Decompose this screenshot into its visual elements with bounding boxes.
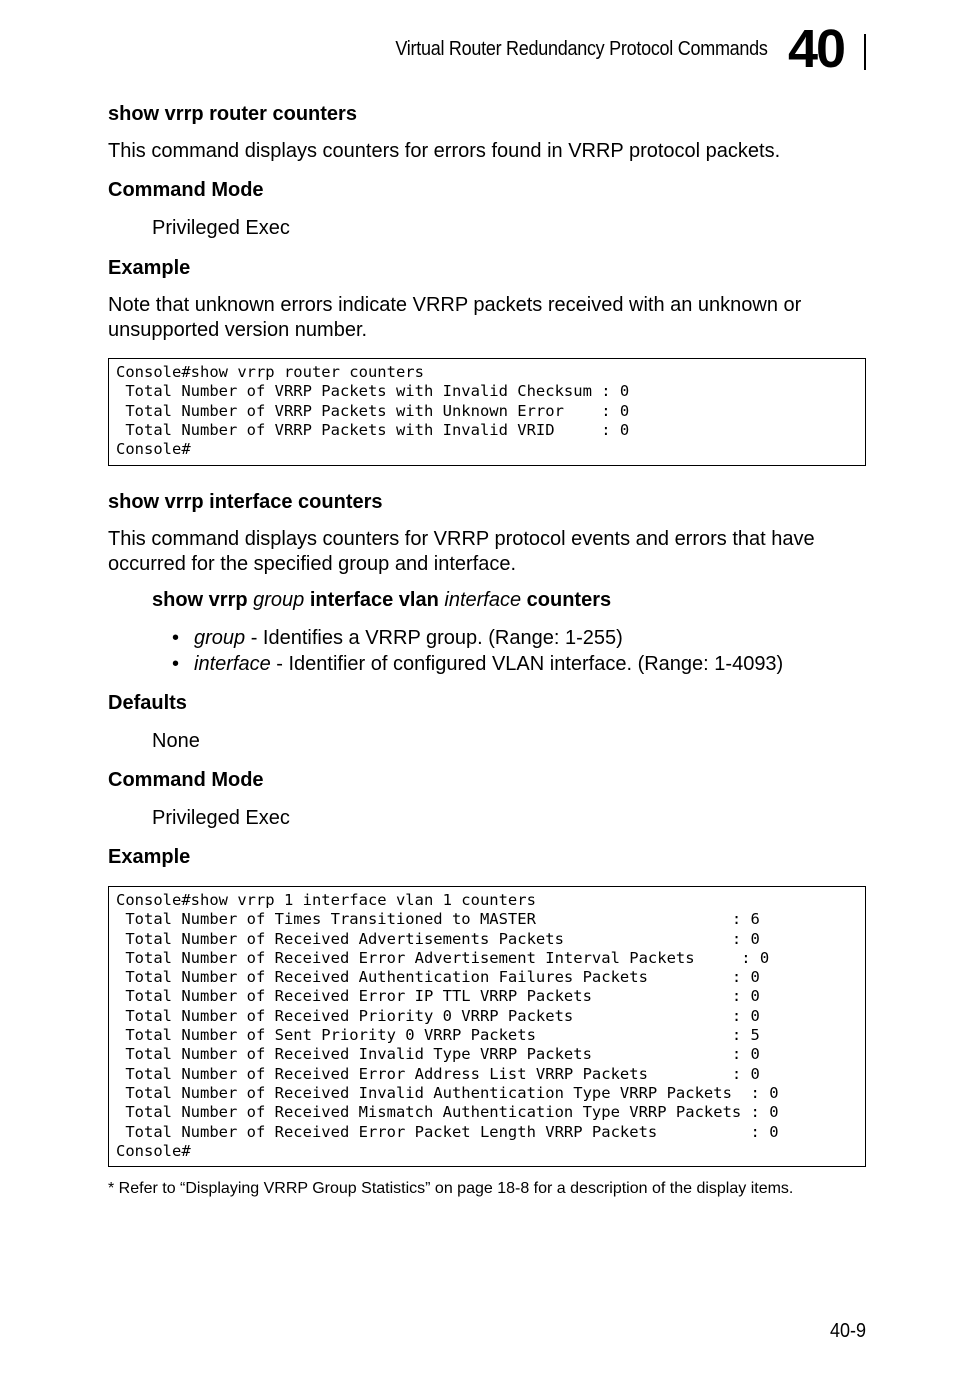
section2-title: show vrrp interface counters (108, 491, 383, 513)
list-item (172, 651, 783, 677)
code-line: Console#show vrrp 1 interface vlan 1 counters (116, 891, 536, 909)
syntax-keyword: show vrrp (152, 589, 248, 611)
code-line: Total Number of Received Invalid Type VRRP Packets : 0 (116, 1045, 760, 1064)
code-line: Total Number of Received Error IP TTL VRRP Packets : 0 (116, 987, 760, 1006)
section1-example-heading: Example (108, 257, 191, 279)
syntax-param: interface (444, 589, 522, 611)
section2-code-block (108, 886, 866, 1167)
code-line: Console# (116, 440, 191, 459)
page-number: 40-9 (829, 1320, 866, 1342)
bullet-icon: • (172, 627, 180, 649)
code-line: Total Number of Times Transitioned to MASTER : 6 (116, 910, 760, 929)
section1-note-line2: unsupported version number. (108, 319, 368, 341)
code-line: Total Number of Received Invalid Authentication Type VRRP Packets : 0 (116, 1083, 779, 1102)
section1-note-line1: Note that unknown errors indicate VRRP packets received with an unknown or (108, 294, 802, 316)
code-line: Console#show vrrp router counters (116, 363, 424, 381)
defaults-heading: Defaults (108, 692, 187, 714)
section1-command-mode-heading: Command Mode (108, 179, 264, 201)
code-line: Total Number of Sent Priority 0 VRRP Packets : 5 (116, 1026, 760, 1045)
param-name: interface (194, 653, 271, 675)
code-line: Total Number of Received Error Packet Length VRRP Packets : 0 (116, 1122, 779, 1141)
code-line: Console# (116, 1141, 191, 1160)
code-line: Total Number of Received Authentication Failures Packets : 0 (116, 968, 760, 987)
list-item (172, 625, 783, 651)
code-line: Total Number of Received Mismatch Authentication Type VRRP Packets : 0 (116, 1103, 779, 1122)
section1-title: show vrrp router counters (108, 103, 357, 125)
code-line: Total Number of Received Error Address List VRRP Packets : 0 (116, 1064, 760, 1083)
chapter-title: Virtual Router Redundancy Protocol Commands (395, 38, 768, 60)
param-name: group (194, 627, 246, 649)
section1-code-block (108, 358, 866, 466)
section2-example-heading: Example (108, 846, 191, 868)
section1-description: This command displays counters for errors found in VRRP protocol packets. (108, 140, 781, 162)
footnote: * Refer to “Displaying VRRP Group Statistics” on page 18-8 for a description of the display items. (108, 1180, 794, 1197)
parameter-list (172, 625, 783, 677)
section2-command-mode-heading: Command Mode (108, 769, 264, 791)
section2-description-line2: occurred for the specified group and interface. (108, 553, 517, 575)
code-line: Total Number of VRRP Packets with Unknown Error : 0 (116, 401, 630, 420)
bullet-icon: • (172, 653, 180, 675)
code-line: Total Number of Received Error Advertisement Interval Packets : 0 (116, 948, 770, 967)
code-line: Total Number of VRRP Packets with Invalid Checksum : 0 (116, 382, 630, 401)
param-description: - Identifies a VRRP group. (Range: 1-255) (245, 627, 623, 649)
defaults-value: None (152, 730, 200, 752)
chapter-rule (864, 34, 866, 70)
code-line: Total Number of VRRP Packets with Invalid VRID : 0 (116, 420, 630, 439)
syntax-keyword: counters (526, 589, 612, 611)
code-line: Total Number of Received Priority 0 VRRP Packets : 0 (116, 1006, 760, 1025)
command-syntax (152, 589, 611, 612)
code-line: Total Number of Received Advertisements Packets : 0 (116, 929, 760, 948)
section1-command-mode: Privileged Exec (152, 217, 290, 239)
section2-command-mode: Privileged Exec (152, 807, 290, 829)
syntax-keyword: interface vlan (309, 589, 439, 611)
section2-description-line1: This command displays counters for VRRP protocol events and errors that have (108, 528, 815, 550)
syntax-param: group (253, 589, 305, 611)
chapter-number: 40 (788, 19, 845, 79)
param-description: - Identifier of configured VLAN interface. (Range: 1-4093) (270, 653, 784, 675)
